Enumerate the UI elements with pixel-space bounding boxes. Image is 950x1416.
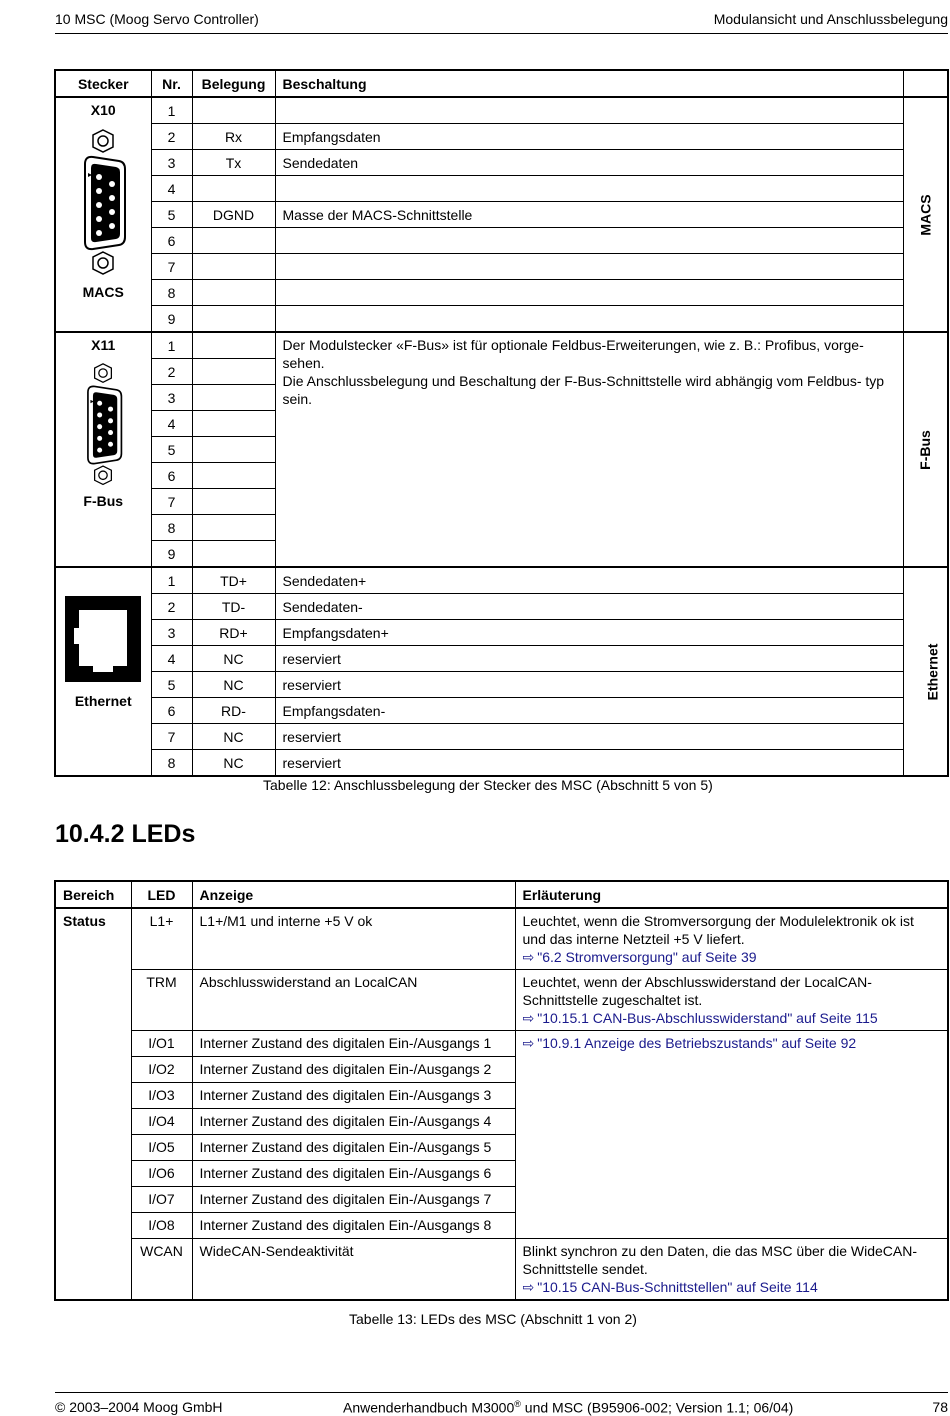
footer-title-pre: Anwenderhandbuch M3000: [343, 1399, 515, 1416]
cross-reference-link[interactable]: "10.15.1 CAN-Bus-Abschlusswiderstand" auf Seite 115: [537, 1010, 878, 1026]
table-row: [55, 750, 948, 777]
pin-nr: 5: [151, 437, 192, 463]
link-arrow-icon: ⇨: [522, 1035, 535, 1051]
led-name: I/O1: [131, 1031, 192, 1057]
pin-belegung: [192, 332, 275, 359]
table-row: [55, 332, 948, 359]
led-table: [54, 880, 949, 1301]
table-row: [55, 280, 948, 306]
pin-belegung: NC: [192, 724, 275, 750]
table-row: [55, 646, 948, 672]
pin-beschaltung: [275, 280, 903, 306]
pin-nr: 2: [151, 359, 192, 385]
header-stecker: Stecker: [55, 70, 151, 97]
table-header-row: [55, 881, 948, 908]
side-label: Ethernet: [923, 643, 940, 700]
header-anzeige: Anzeige: [192, 881, 515, 908]
connector-cell-x10: [55, 97, 151, 332]
side-label-cell: [903, 332, 948, 567]
pin-belegung: NC: [192, 672, 275, 698]
led-anzeige: Interner Zustand des digitalen Ein-/Ausgangs 8: [192, 1213, 515, 1239]
side-label: MACS: [917, 193, 934, 236]
table-row: [55, 124, 948, 150]
led-name: I/O3: [131, 1083, 192, 1109]
pin-belegung: [192, 411, 275, 437]
pin-belegung: [192, 280, 275, 306]
led-anzeige: Interner Zustand des digitalen Ein-/Ausgangs 2: [192, 1057, 515, 1083]
pin-nr: 5: [151, 672, 192, 698]
erlaeuterung-text: Leuchtet, wenn die Stromversorgung der Modulelektronik ok ist und das interne Netzteil +5 V liefert.: [522, 913, 914, 947]
pin-nr: 6: [151, 228, 192, 254]
table-row: [55, 970, 948, 1031]
header-bereich: Bereich: [55, 881, 131, 908]
table-row: [55, 228, 948, 254]
table-row: [55, 724, 948, 750]
pin-nr: 6: [151, 698, 192, 724]
pin-nr: 1: [151, 567, 192, 594]
connector-title: X10: [90, 102, 116, 118]
led-anzeige: Interner Zustand des digitalen Ein-/Ausgangs 3: [192, 1083, 515, 1109]
pin-beschaltung: [275, 306, 903, 333]
pin-belegung: [192, 176, 275, 202]
pin-beschaltung: reserviert: [275, 646, 903, 672]
pin-belegung: RD-: [192, 698, 275, 724]
cross-reference[interactable]: [523, 1009, 941, 1027]
fbus-text-1: Der Modulstecker «F-Bus» ist für optionale Feldbus-Erweiterungen, wie z. B.: Profibus, vorge- sehen.: [282, 337, 864, 371]
pin-belegung: DGND: [192, 202, 275, 228]
pin-nr: 7: [151, 724, 192, 750]
pin-nr: 8: [151, 280, 192, 306]
side-label-cell: [903, 567, 948, 776]
led-anzeige: WideCAN-Sendeaktivität: [192, 1239, 515, 1301]
led-anzeige: Interner Zustand des digitalen Ein-/Ausgangs 1: [192, 1031, 515, 1057]
led-name: WCAN: [131, 1239, 192, 1301]
pin-belegung: Tx: [192, 150, 275, 176]
pin-belegung: [192, 385, 275, 411]
table-header-row: [55, 70, 948, 97]
d-sub-9-connector-icon: [75, 358, 131, 492]
d-sub-9-connector-icon: [75, 123, 131, 283]
pin-nr: 9: [151, 541, 192, 568]
table-row: [55, 202, 948, 228]
connector-name: F-Bus: [83, 493, 124, 509]
led-erlaeuterung: [515, 1031, 948, 1239]
pin-nr: 4: [151, 646, 192, 672]
table-row: [55, 176, 948, 202]
pin-nr: 8: [151, 515, 192, 541]
led-name: L1+: [131, 908, 192, 970]
table-row: [55, 594, 948, 620]
led-name: I/O8: [131, 1213, 192, 1239]
header-rule: [55, 33, 948, 34]
footer-copyright: © 2003–2004 Moog GmbH: [55, 1399, 223, 1415]
footer-title-sup: ®: [514, 1399, 521, 1409]
pin-beschaltung: reserviert: [275, 672, 903, 698]
pin-belegung: [192, 228, 275, 254]
footer-rule: [55, 1392, 948, 1393]
pin-beschaltung: reserviert: [275, 750, 903, 777]
led-erlaeuterung: [515, 908, 948, 970]
led-name: I/O7: [131, 1187, 192, 1213]
header-beschaltung: Beschaltung: [275, 70, 903, 97]
pin-belegung: [192, 437, 275, 463]
pin-beschaltung: reserviert: [275, 724, 903, 750]
table-row: [55, 1239, 948, 1301]
led-anzeige: Abschlusswiderstand an LocalCAN: [192, 970, 515, 1031]
pin-belegung: [192, 359, 275, 385]
connector-cell-ethernet: [55, 567, 151, 776]
connector-cell-x11: [55, 332, 151, 567]
erlaeuterung-text: Blinkt synchron zu den Daten, die das MSC über die WideCAN-Schnittstelle sendet.: [522, 1243, 918, 1277]
pin-nr: 3: [151, 385, 192, 411]
cross-reference[interactable]: [523, 948, 941, 966]
pin-beschaltung: Empfangsdaten-: [275, 698, 903, 724]
bereich-cell: Status: [55, 908, 131, 1300]
header-belegung: Belegung: [192, 70, 275, 97]
pin-belegung: [192, 515, 275, 541]
link-arrow-icon: ⇨: [522, 949, 535, 965]
pin-nr: 5: [151, 202, 192, 228]
fbus-description: [275, 332, 903, 567]
cross-reference[interactable]: [523, 1034, 941, 1052]
led-erlaeuterung: [515, 970, 948, 1031]
led-anzeige: Interner Zustand des digitalen Ein-/Ausgangs 6: [192, 1161, 515, 1187]
pin-belegung: TD+: [192, 567, 275, 594]
pin-beschaltung: [275, 228, 903, 254]
table-row: [55, 1031, 948, 1057]
header-side: [903, 70, 948, 97]
led-name: I/O4: [131, 1109, 192, 1135]
link-arrow-icon: ⇨: [522, 1279, 535, 1295]
led-anzeige: Interner Zustand des digitalen Ein-/Ausgangs 5: [192, 1135, 515, 1161]
pin-nr: 1: [151, 97, 192, 124]
page-number: 78: [932, 1399, 948, 1415]
pin-belegung: [192, 306, 275, 333]
table-row: [55, 698, 948, 724]
pin-belegung: [192, 463, 275, 489]
led-name: I/O5: [131, 1135, 192, 1161]
pin-belegung: TD-: [192, 594, 275, 620]
footer-title-post: und MSC (B95906-002; Version 1.1; 06/04): [520, 1399, 794, 1416]
pin-belegung: [192, 97, 275, 124]
header-erlaeuterung: Erläuterung: [515, 881, 948, 908]
pin-belegung: [192, 489, 275, 515]
erlaeuterung-text: Leuchtet, wenn der Abschlusswiderstand der LocalCAN-Schnittstelle zugeschaltet ist.: [522, 974, 872, 1008]
table-row: [55, 672, 948, 698]
rj45-jack-icon: [65, 596, 141, 682]
led-anzeige: Interner Zustand des digitalen Ein-/Ausgangs 7: [192, 1187, 515, 1213]
pin-nr: 7: [151, 254, 192, 280]
pin-beschaltung: Sendedaten-: [275, 594, 903, 620]
cross-reference-link[interactable]: "10.15 CAN-Bus-Schnittstellen" auf Seite 114: [537, 1279, 818, 1295]
table-row: [55, 97, 948, 124]
cross-reference-link[interactable]: "10.9.1 Anzeige des Betriebszustands" auf Seite 92: [537, 1035, 857, 1051]
led-name: TRM: [131, 970, 192, 1031]
pin-nr: 2: [151, 124, 192, 150]
pin-beschaltung: [275, 176, 903, 202]
led-name: I/O2: [131, 1057, 192, 1083]
running-header-right: Modulansicht und Anschlussbelegung: [713, 11, 948, 27]
table-row: [55, 620, 948, 646]
table-row: [55, 908, 948, 970]
header-led: LED: [131, 881, 192, 908]
pin-belegung: NC: [192, 750, 275, 777]
table-row: [55, 567, 948, 594]
pin-beschaltung: Sendedaten: [275, 150, 903, 176]
table-row: [55, 150, 948, 176]
pin-nr: 1: [151, 332, 192, 359]
side-label-cell: [903, 97, 948, 332]
pin-nr: 3: [151, 150, 192, 176]
pin-nr: 6: [151, 463, 192, 489]
pin-belegung: Rx: [192, 124, 275, 150]
connector-name: Ethernet: [74, 693, 132, 709]
connector-name: MACS: [82, 284, 124, 300]
pin-beschaltung: [275, 254, 903, 280]
connector-table: [54, 69, 949, 777]
pin-beschaltung: Empfangsdaten: [275, 124, 903, 150]
header-nr: Nr.: [151, 70, 192, 97]
pin-beschaltung: [275, 97, 903, 124]
led-erlaeuterung: [515, 1239, 948, 1301]
pin-belegung: [192, 254, 275, 280]
pin-belegung: [192, 541, 275, 568]
led-anzeige: L1+/M1 und interne +5 V ok: [192, 908, 515, 970]
led-anzeige: Interner Zustand des digitalen Ein-/Ausgangs 4: [192, 1109, 515, 1135]
pin-nr: 7: [151, 489, 192, 515]
running-header-left: 10 MSC (Moog Servo Controller): [55, 11, 259, 27]
pin-nr: 8: [151, 750, 192, 777]
led-name: I/O6: [131, 1161, 192, 1187]
pin-belegung: NC: [192, 646, 275, 672]
pin-beschaltung: Sendedaten+: [275, 567, 903, 594]
pin-belegung: RD+: [192, 620, 275, 646]
table-caption: Tabelle 12: Anschlussbelegung der Stecker des MSC (Abschnitt 5 von 5): [263, 777, 713, 793]
table-row: [55, 254, 948, 280]
fbus-text-2: Die Anschlussbelegung und Beschaltung der F-Bus-Schnittstelle wird abhängig vom Feldbus- typ sein.: [282, 373, 885, 407]
pin-beschaltung: Masse der MACS-Schnittstelle: [275, 202, 903, 228]
table-row: [55, 306, 948, 333]
table-caption: Tabelle 13: LEDs des MSC (Abschnitt 1 von 2): [349, 1311, 637, 1327]
section-heading: 10.4.2 LEDs: [55, 820, 196, 848]
link-arrow-icon: ⇨: [522, 1010, 535, 1026]
pin-nr: 3: [151, 620, 192, 646]
cross-reference-link[interactable]: "6.2 Stromversorgung" auf Seite 39: [537, 949, 757, 965]
pin-nr: 4: [151, 411, 192, 437]
footer-document-title: [343, 1399, 793, 1416]
pin-nr: 4: [151, 176, 192, 202]
side-label: F-Bus: [917, 429, 934, 470]
connector-title: X11: [91, 337, 116, 353]
pin-beschaltung: Empfangsdaten+: [275, 620, 903, 646]
pin-nr: 2: [151, 594, 192, 620]
cross-reference[interactable]: [523, 1278, 941, 1296]
pin-nr: 9: [151, 306, 192, 333]
